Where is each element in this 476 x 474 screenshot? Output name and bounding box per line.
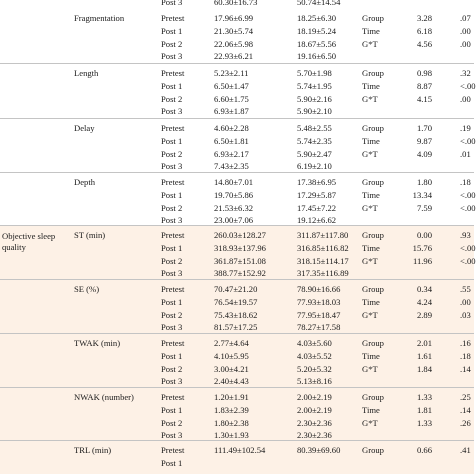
time-label: Pretest — [161, 68, 185, 78]
value-group2: 5.74±2.35 — [297, 136, 332, 146]
time-label: Post 1 — [161, 458, 183, 468]
value-group1: 14.80±7.01 — [214, 177, 254, 187]
effect-source: Time — [362, 136, 380, 146]
p-value: .00 — [460, 297, 471, 307]
value-group2: 19.16±6.50 — [297, 51, 337, 61]
value-group1: 2.40±4.43 — [214, 376, 249, 386]
value-group2: 19.12±6.62 — [297, 215, 337, 225]
variable-label: SE (%) — [74, 284, 100, 294]
time-label: Pretest — [161, 445, 185, 455]
value-group2: 4.03±5.60 — [297, 338, 332, 348]
test-statistic: 6.18 — [416, 26, 432, 36]
test-statistic: 1.80 — [416, 177, 432, 187]
effect-source: Group — [362, 338, 384, 348]
p-value: .55 — [460, 284, 471, 294]
effect-source: G*T — [362, 149, 378, 159]
test-statistic: 4.09 — [416, 149, 432, 159]
time-label: Post 3 — [161, 51, 183, 61]
value-group2: 17.29±5.87 — [297, 190, 337, 200]
p-value: .25 — [460, 392, 471, 402]
value-group1: 76.54±19.57 — [214, 297, 258, 307]
time-label: Post 2 — [161, 418, 183, 428]
section-divider — [0, 225, 474, 226]
time-label: Pretest — [161, 284, 185, 294]
p-value: .14 — [460, 405, 471, 415]
variable-label: Fragmentation — [74, 13, 125, 23]
p-value: .14 — [460, 364, 471, 374]
time-label: Post 2 — [161, 310, 183, 320]
value-group2: 311.87±117.80 — [297, 230, 349, 240]
value-group1: 6.50±1.81 — [214, 136, 249, 146]
value-group2: 80.39±69.60 — [297, 445, 341, 455]
time-label: Post 3 — [161, 215, 183, 225]
value-group1: 361.87±151.08 — [214, 256, 266, 266]
effect-source: Time — [362, 351, 380, 361]
p-value: .26 — [460, 418, 471, 428]
p-value: .16 — [460, 338, 471, 348]
p-value: <.00 — [460, 81, 476, 91]
p-value: .07 — [460, 13, 471, 23]
time-label: Pretest — [161, 177, 185, 187]
test-statistic: 0.66 — [416, 445, 432, 455]
variable-label: Depth — [74, 177, 96, 187]
value-group1: 2.77±4.64 — [214, 338, 249, 348]
p-value: <.00 — [460, 203, 476, 213]
value-group1: 111.49±102.54 — [214, 445, 266, 455]
value-group1: 21.30±5.74 — [214, 26, 254, 36]
time-label: Post 3 — [161, 268, 183, 278]
time-label: Post 2 — [161, 364, 183, 374]
variable-label: TWAK (min) — [74, 338, 121, 348]
effect-source: G*T — [362, 203, 378, 213]
value-group1: 81.57±17.25 — [214, 322, 258, 332]
time-label: Post 1 — [161, 81, 183, 91]
p-value: .93 — [460, 230, 471, 240]
p-value: <.00 — [460, 256, 476, 266]
time-label: Post 3 — [161, 322, 183, 332]
value-group1: 6.93±1.87 — [214, 106, 249, 116]
value-group2: 77.93±18.03 — [297, 297, 341, 307]
group-divider — [0, 387, 474, 388]
value-group2: 5.13±8.16 — [297, 376, 332, 386]
time-label: Post 3 — [161, 430, 183, 440]
category-label-cont: quality — [2, 242, 26, 252]
effect-source: Group — [362, 392, 384, 402]
value-group2: 18.19±5.24 — [297, 26, 337, 36]
value-group2: 17.45±7.22 — [297, 203, 337, 213]
time-label: Pretest — [161, 392, 185, 402]
time-label: Post 3 — [161, 0, 183, 7]
group-divider — [0, 440, 474, 441]
test-statistic: 4.24 — [416, 297, 432, 307]
category-label: Objective sleep — [2, 231, 56, 241]
test-statistic: 1.61 — [416, 351, 432, 361]
time-label: Pretest — [161, 13, 185, 23]
test-statistic: 1.70 — [416, 123, 432, 133]
value-group1: 60.30±16.73 — [214, 0, 258, 7]
value-group1: 75.43±18.62 — [214, 310, 258, 320]
variable-label: NWAK (number) — [74, 392, 134, 402]
value-group2: 77.95±18.47 — [297, 310, 341, 320]
group-divider — [0, 63, 474, 64]
value-group1: 22.93±6.21 — [214, 51, 254, 61]
time-label: Pretest — [161, 338, 185, 348]
p-value: .32 — [460, 68, 471, 78]
test-statistic: 1.33 — [416, 392, 432, 402]
test-statistic: 11.96 — [412, 256, 432, 266]
p-value: .01 — [460, 149, 471, 159]
effect-source: Time — [362, 26, 380, 36]
test-statistic: 15.76 — [412, 243, 432, 253]
effect-source: Time — [362, 405, 380, 415]
effect-source: Time — [362, 190, 380, 200]
value-group1: 1.83±2.39 — [214, 405, 249, 415]
test-statistic: 0.00 — [416, 230, 432, 240]
value-group2: 318.15±114.17 — [297, 256, 349, 266]
value-group1: 1.80±2.38 — [214, 418, 249, 428]
effect-source: Group — [362, 68, 384, 78]
value-group2: 2.00±2.19 — [297, 392, 332, 402]
value-group1: 1.30±1.93 — [214, 430, 249, 440]
value-group1: 4.10±5.95 — [214, 351, 249, 361]
value-group1: 6.93±2.17 — [214, 149, 249, 159]
value-group2: 2.30±2.36 — [297, 418, 332, 428]
time-label: Pretest — [161, 123, 185, 133]
value-group2: 5.70±1.98 — [297, 68, 332, 78]
p-value: <.00 — [460, 190, 476, 200]
value-group2: 5.90±2.16 — [297, 94, 332, 104]
p-value: .00 — [460, 94, 471, 104]
value-group1: 3.00±4.21 — [214, 364, 249, 374]
time-label: Post 1 — [161, 136, 183, 146]
value-group1: 7.43±2.35 — [214, 161, 249, 171]
p-value: .00 — [460, 26, 471, 36]
test-statistic: 0.34 — [416, 284, 432, 294]
group-divider — [0, 172, 474, 173]
time-label: Post 2 — [161, 39, 183, 49]
effect-source: Group — [362, 123, 384, 133]
time-label: Post 3 — [161, 376, 183, 386]
p-value: <.00 — [460, 243, 476, 253]
effect-source: Group — [362, 177, 384, 187]
value-group2: 316.85±116.82 — [297, 243, 349, 253]
group-divider — [0, 118, 474, 119]
value-group1: 22.06±5.98 — [214, 39, 254, 49]
test-statistic: 1.33 — [416, 418, 432, 428]
effect-source: G*T — [362, 39, 378, 49]
p-value: .18 — [460, 177, 471, 187]
value-group1: 5.23±2.11 — [214, 68, 249, 78]
test-statistic: 1.84 — [416, 364, 432, 374]
effect-source: Time — [362, 297, 380, 307]
effect-source: G*T — [362, 310, 378, 320]
effect-source: Time — [362, 81, 380, 91]
value-group1: 19.70±5.86 — [214, 190, 254, 200]
p-value: .03 — [460, 310, 471, 320]
test-statistic: 13.34 — [412, 190, 432, 200]
value-group2: 5.20±5.32 — [297, 364, 332, 374]
time-label: Post 1 — [161, 190, 183, 200]
variable-label: Length — [74, 68, 99, 78]
test-statistic: 4.15 — [416, 94, 432, 104]
test-statistic: 8.87 — [416, 81, 432, 91]
time-label: Post 1 — [161, 351, 183, 361]
value-group1: 70.47±21.20 — [214, 284, 258, 294]
effect-source: Group — [362, 445, 384, 455]
test-statistic: 3.28 — [416, 13, 432, 23]
test-statistic: 4.56 — [416, 39, 432, 49]
variable-label: TRL (min) — [74, 445, 112, 455]
time-label: Post 2 — [161, 149, 183, 159]
group-divider — [0, 333, 474, 334]
time-label: Post 3 — [161, 161, 183, 171]
effect-source: G*T — [362, 364, 378, 374]
value-group2: 78.90±16.66 — [297, 284, 341, 294]
variable-label: Delay — [74, 123, 95, 133]
value-group2: 5.90±2.10 — [297, 106, 332, 116]
effect-source: Group — [362, 13, 384, 23]
value-group2: 50.74±14.54 — [297, 0, 341, 7]
value-group2: 6.19±2.10 — [297, 161, 332, 171]
value-group2: 78.27±17.58 — [297, 322, 341, 332]
value-group1: 21.53±6.32 — [214, 203, 254, 213]
value-group1: 4.60±2.28 — [214, 123, 249, 133]
test-statistic: 9.87 — [416, 136, 432, 146]
value-group1: 1.20±1.91 — [214, 392, 249, 402]
time-label: Post 1 — [161, 297, 183, 307]
value-group1: 318.93±137.96 — [214, 243, 266, 253]
value-group2: 5.90±2.47 — [297, 149, 332, 159]
p-value: .00 — [460, 39, 471, 49]
value-group1: 388.77±152.92 — [214, 268, 266, 278]
value-group1: 260.03±128.27 — [214, 230, 266, 240]
value-group2: 4.03±5.52 — [297, 351, 332, 361]
time-label: Post 2 — [161, 94, 183, 104]
effect-source: Time — [362, 243, 380, 253]
value-group1: 17.96±6.99 — [214, 13, 254, 23]
effect-source: G*T — [362, 418, 378, 428]
p-value: .18 — [460, 351, 471, 361]
value-group2: 2.00±2.19 — [297, 405, 332, 415]
time-label: Post 3 — [161, 106, 183, 116]
value-group2: 5.74±1.95 — [297, 81, 332, 91]
value-group2: 18.25±6.30 — [297, 13, 337, 23]
value-group2: 5.48±2.55 — [297, 123, 332, 133]
time-label: Post 1 — [161, 405, 183, 415]
time-label: Post 2 — [161, 256, 183, 266]
time-label: Post 1 — [161, 243, 183, 253]
time-label: Post 2 — [161, 203, 183, 213]
p-value: .19 — [460, 123, 471, 133]
time-label: Post 1 — [161, 26, 183, 36]
test-statistic: 7.59 — [416, 203, 432, 213]
test-statistic: 0.98 — [416, 68, 432, 78]
time-label: Pretest — [161, 230, 185, 240]
effect-source: G*T — [362, 94, 378, 104]
p-value: .41 — [460, 445, 471, 455]
p-value: <.00 — [460, 136, 476, 146]
test-statistic: 2.01 — [416, 338, 432, 348]
test-statistic: 1.81 — [416, 405, 432, 415]
effect-source: Group — [362, 284, 384, 294]
value-group2: 317.35±116.89 — [297, 268, 349, 278]
value-group1: 6.50±1.47 — [214, 81, 249, 91]
value-group1: 6.60±1.75 — [214, 94, 249, 104]
test-statistic: 2.89 — [416, 310, 432, 320]
value-group1: 23.00±7.06 — [214, 215, 254, 225]
value-group2: 17.38±6.95 — [297, 177, 337, 187]
group-divider — [0, 279, 474, 280]
value-group2: 2.30±2.36 — [297, 430, 332, 440]
effect-source: Group — [362, 230, 384, 240]
variable-label: ST (min) — [74, 230, 106, 240]
value-group2: 18.67±5.56 — [297, 39, 337, 49]
effect-source: G*T — [362, 256, 378, 266]
